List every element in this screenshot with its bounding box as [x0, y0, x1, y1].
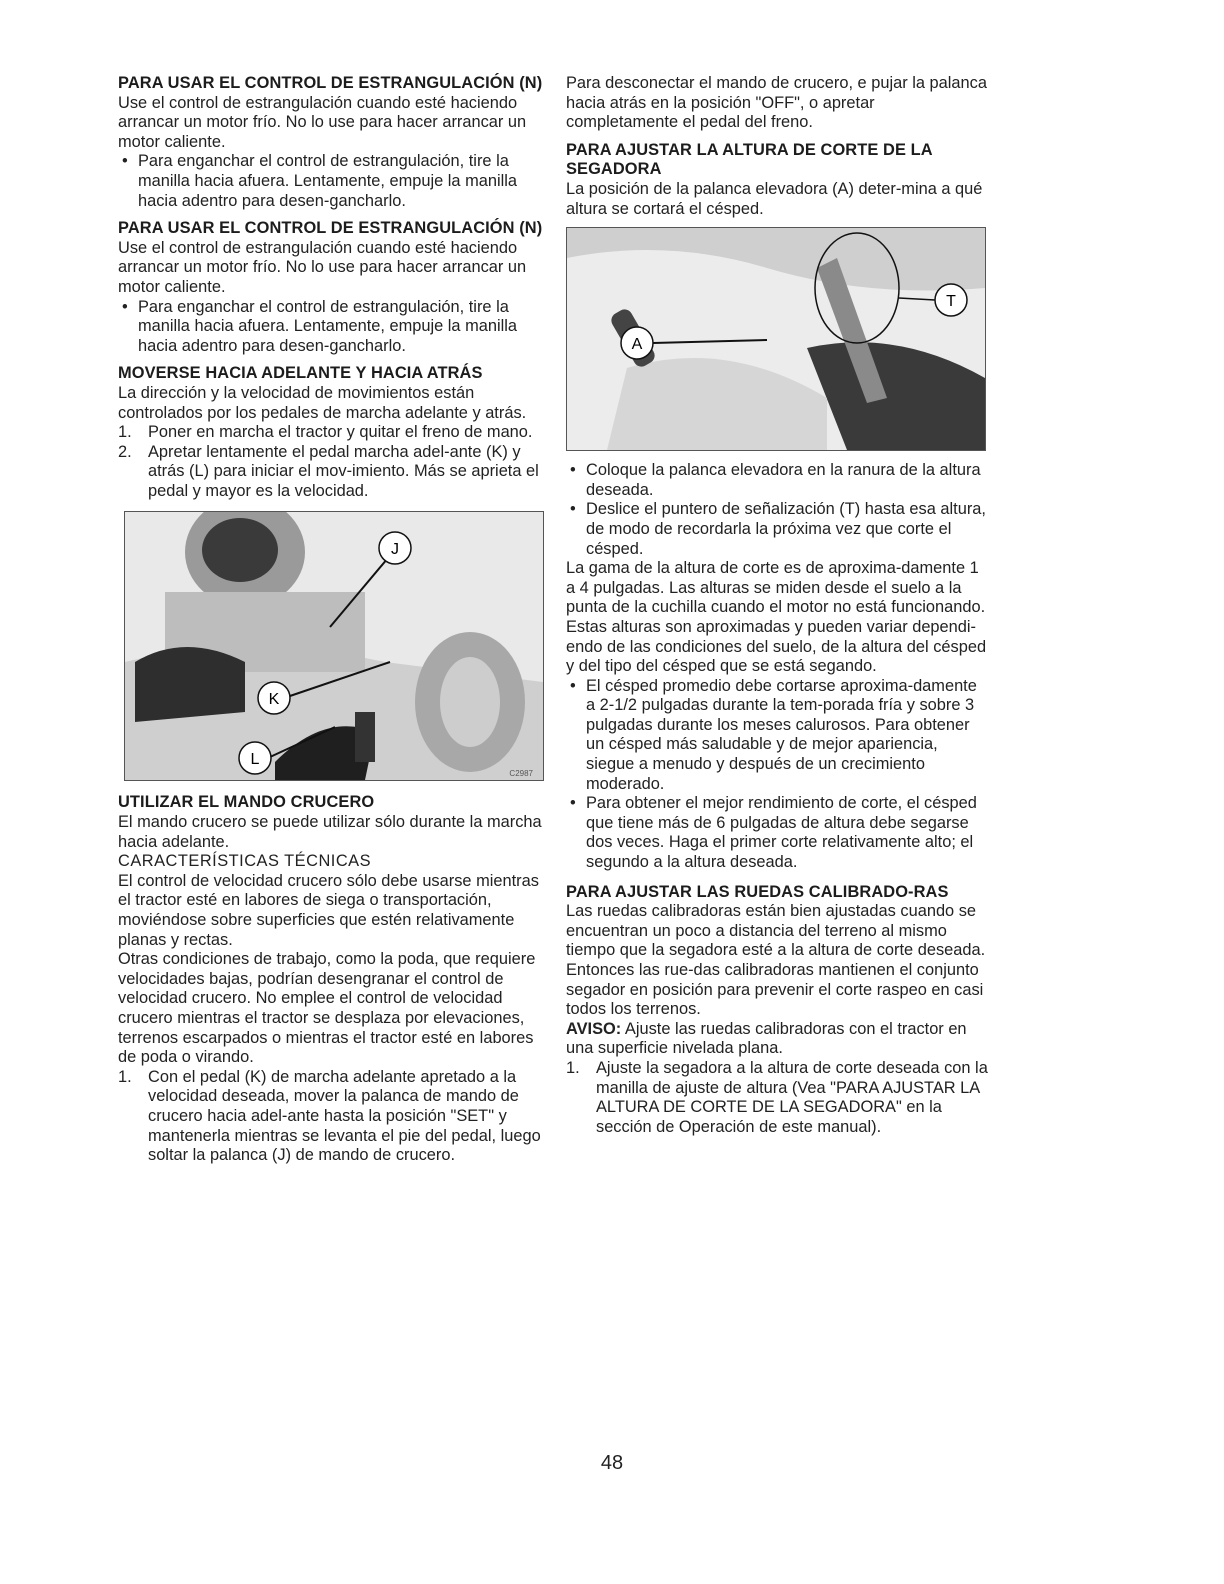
choke-section-2 [118, 219, 546, 356]
choke-heading-2: PARA USAR EL CONTROL DE ESTRANGULACIÓN (N) [118, 219, 543, 238]
choke-bullet-text-1: Para enganchar el control de estrangulación, tire la manilla hacia afuera. Lentamente, empuje la manilla hacia adentro para desen-gancharlo. [138, 152, 518, 210]
choke-body-2: Use el control de estrangulación cuando esté haciendo arrancar un motor frío. No lo use para hacer arrancar un motor caliente. [118, 238, 527, 296]
forward-reverse-step-1: 1. Poner en marcha el tractor y quitar el freno de mano. [118, 423, 533, 442]
lawn-tip-bullet-1: • El césped promedio debe cortarse aproxima-damente a 2-1/2 pulgadas durante la tem-porada fría y sobre 3 pulgadas durante los meses calurosos. Para obtener un césped más saludable y de mejor apariencia, siegue a menudo y después de un crecimiento moderado. [570, 676, 977, 793]
cruise-heading: UTILIZAR EL MANDO CRUCERO [118, 793, 375, 812]
cruise-body: El mando crucero se puede utilizar sólo durante la marcha hacia adelante. [118, 813, 542, 851]
cruise-paragraph-2: Otras condiciones de trabajo, como la poda, que requiere velocidades bajas, podrían desengranar el control de velocidad crucero. No emplee el control de velocidad crucero mientras el tractor se desplaza por elevaciones, terrenos escarpados o mientras el tractor esté en labores de poda o virando. [118, 950, 536, 1067]
choke-heading-1: PARA USAR EL CONTROL DE ESTRANGULACIÓN (N) [118, 74, 543, 92]
choke-bullet-1: • Para enganchar el control de estrangulación, tire la manilla hacia afuera. Lentamente, empuje la manilla hacia adentro para desen-gancharlo. [122, 152, 518, 210]
gauge-wheels-notice [566, 1020, 988, 1059]
choke-bullet-text-2: Para enganchar el control de estrangulación, tire la manilla hacia afuera. Lentamente, empuje la manilla hacia adentro para desen-gancharlo. [138, 297, 518, 355]
choke-body-1: Use el control de estrangulación cuando esté haciendo arrancar un motor frío. No lo use para hacer arrancar un motor caliente. [118, 93, 527, 151]
gauge-wheels-heading: PARA AJUSTAR LAS RUEDAS CALIBRADO-RAS [566, 882, 949, 901]
gauge-wheels-section [566, 883, 988, 1138]
forward-reverse-heading: MOVERSE HACIA ADELANTE Y HACIA ATRÁS [118, 364, 483, 383]
label-j: J [391, 541, 399, 559]
notice-text: Ajuste las ruedas calibradoras con el tractor en una superficie nivelada plana. [566, 1019, 967, 1058]
cut-height-range-text: La gama de la altura de corte es de aproxima-damente 1 a 4 pulgadas. Las alturas se miden desde el suelo a la punta de la cuchilla cuando el motor no está funcionando. Estas alturas son aproximadas y pueden variar dependi-endo de las condiciones del suelo, de la altura del césped y del tipo del césped que se está segando. [566, 559, 987, 676]
figure-code: C2987 [509, 769, 533, 779]
gauge-wheels-step-1: 1. Ajuste la segadora a la altura de corte deseada con la manilla de ajuste de altura (Vea "PARA AJUSTAR LA ALTURA DE CORTE DE LA SEGADORA" en la sección de Operación de este manual). [566, 1058, 988, 1136]
cut-height-body: La posición de la palanca elevadora (A) deter-mina a qué altura se cortará el césped. [566, 179, 983, 218]
pedal-illustration [125, 512, 543, 780]
gauge-wheels-body: Las ruedas calibradoras están bien ajustadas cuando se encuentran un poco a distancia del terreno al mismo tiempo que la segadora esté a la altura de corte deseada. Entonces las rue-das calibradoras mantienen el conjunto segador en posición para prevenir el corte raspeo en casi todos los terrenos. [566, 902, 986, 1019]
notice-label: AVISO: [566, 1019, 622, 1038]
forward-reverse-step-2: 2. Apretar lentamente el pedal marcha adel-ante (K) y atrás (L) para iniciar el mov-imiento. Más se aprieta el pedal y mayor es la velocidad. [118, 442, 539, 500]
right-column [566, 74, 988, 1145]
forward-reverse-section [118, 364, 546, 501]
choke-bullet-2: • Para enganchar el control de estrangulación, tire la manilla hacia afuera. Lentamente, empuje la manilla hacia adentro para desen-gancharlo. [122, 297, 518, 355]
lift-lever-figure [566, 227, 986, 451]
label-l: L [250, 751, 260, 769]
cruise-disengage-text: Para desconectar el mando de crucero, e pujar la palanca hacia atrás en la posición "OFF", o apretar completamente el pedal del freno. [566, 74, 987, 132]
cut-height-bullet-2: • Deslice el puntero de señalización (T) hasta esa altura, de modo de recordarla la próxima vez que corte el césped. [570, 500, 986, 558]
cut-height-bullet-1: • Coloque la palanca elevadora en la ranura de la altura deseada. [570, 461, 981, 499]
cut-height-heading: PARA AJUSTAR LA ALTURA DE CORTE DE LA SEGADORA [566, 140, 933, 179]
choke-section-1 [118, 74, 546, 211]
pedal-figure [124, 511, 544, 781]
left-column [118, 74, 546, 1174]
cut-height-section [566, 141, 988, 873]
page-number: 48 [600, 1452, 624, 1474]
lawn-tip-bullet-2: • Para obtener el mejor rendimiento de corte, el césped que tiene más de 6 pulgadas de altura debe segarse dos veces. Haga el primer corte relativamente alto; el segundo a la altura deseada. [570, 794, 977, 872]
cruise-subheading: CARACTERÍSTICAS TÉCNICAS [118, 852, 372, 871]
forward-reverse-body: La dirección y la velocidad de movimientos están controlados por los pedales de marcha adelante y atrás. [118, 383, 527, 422]
label-k: K [268, 691, 280, 709]
label-t: T [946, 293, 956, 311]
cruise-step-1: 1. Con el pedal (K) de marcha adelante apretado a la velocidad deseada, mover la palanca de mando de crucero hacia adel-ante hasta la posición "SET" y mantenerla mientras se levanta el pie del pedal, luego soltar la palanca (J) de mando de crucero. [118, 1067, 541, 1165]
cruise-paragraph-1: El control de velocidad crucero sólo debe usarse mientras el tractor esté en labores de siega o transportación, moviéndose sobre superficies que estén relativamente planas y rectas. [118, 871, 539, 949]
cruise-section [118, 793, 546, 1165]
label-a: A [631, 336, 643, 354]
lift-lever-illustration [567, 228, 985, 450]
